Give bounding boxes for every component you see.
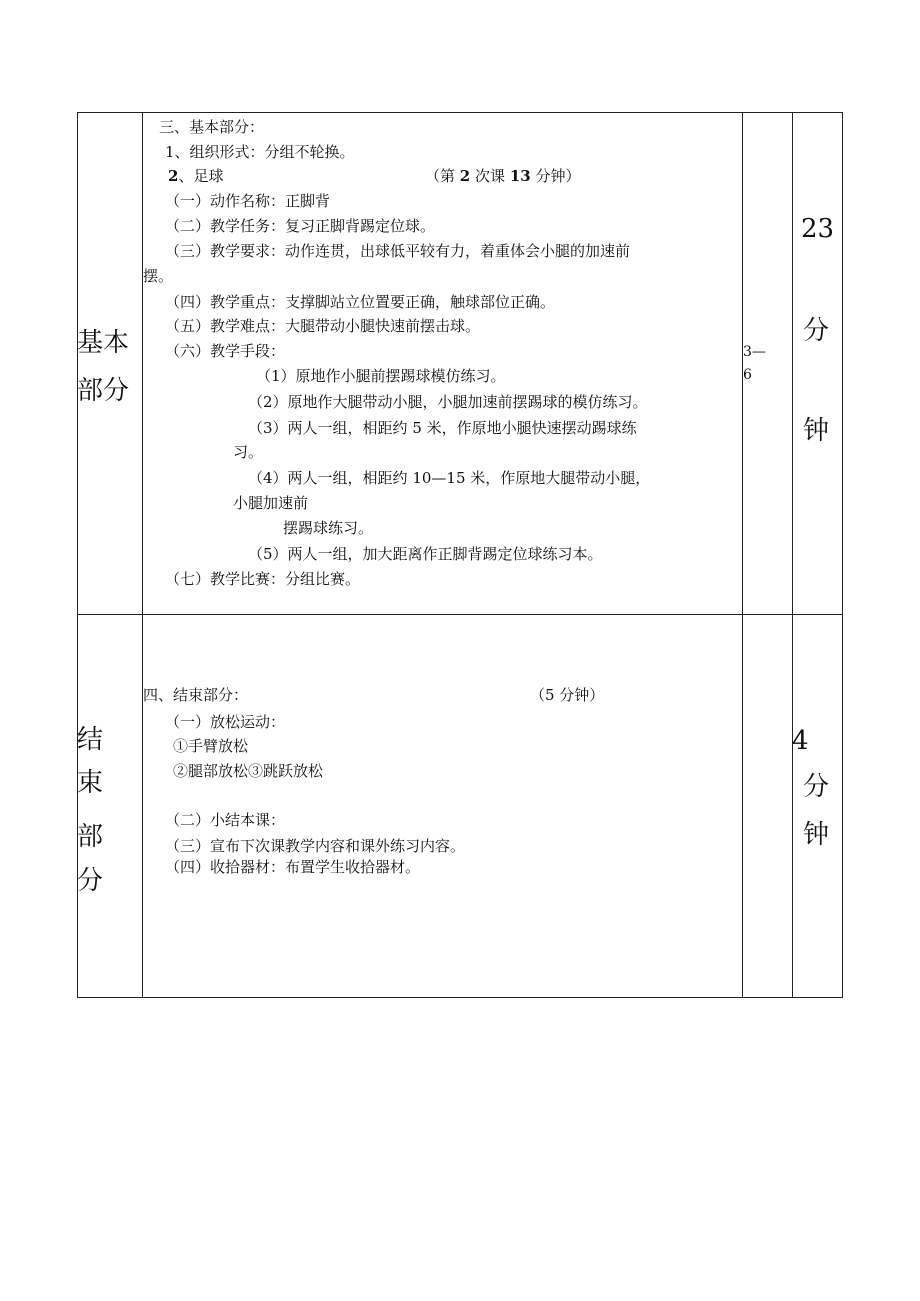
ending-time-unit-1: 分 (803, 772, 830, 802)
teaching-requirement-cont: 摆。 (143, 267, 174, 285)
teaching-key-point: （四）教学重点：支撑脚站立位置要正确，触球部位正确。 (165, 293, 556, 311)
relax-exercise: （一）放松运动： (165, 713, 286, 731)
teaching-task: （二）教学任务：复习正脚背踢定位球。 (165, 217, 436, 235)
relax-item-2: ②腿部放松③跳跃放松 (173, 762, 324, 780)
football-title (168, 167, 223, 185)
lesson-info-suffix: 分钟） (535, 167, 581, 185)
ending-duration: （5 分钟） (530, 686, 605, 704)
ending-time-unit-2: 钟 (803, 820, 830, 850)
lesson-info-prefix: （第 (425, 167, 456, 185)
column-divider (142, 113, 143, 997)
column-divider (792, 113, 793, 997)
ending-heading: 四、结束部分： (143, 686, 249, 704)
announce-next: （三）宣布下次课教学内容和课外练习内容。 (165, 837, 466, 855)
collect-equipment: （四）收拾器材：布置学生收拾器材。 (165, 858, 421, 876)
ending-section-char-1: 结 (77, 725, 104, 755)
lesson-number: 2 (459, 167, 471, 185)
means-item-4: （4）两人一组，相距约 10—15 米，作原地大腿带动小腿， (248, 469, 651, 487)
action-name: （一）动作名称：正脚背 (165, 192, 331, 210)
teaching-difficulty: （五）教学难点：大腿带动小腿快速前摆击球。 (165, 317, 481, 335)
repetition-count-cont: 6 (743, 367, 752, 383)
basic-section-label-line2: 部分 (77, 376, 130, 406)
football-label: 、足球 (178, 167, 224, 185)
basic-time-unit-1: 分 (803, 316, 830, 346)
column-divider (742, 113, 743, 997)
basic-time-unit-2: 钟 (803, 416, 830, 446)
ending-section-char-3: 部 (77, 822, 104, 852)
means-item-1: （1）原地作小腿前摆踢球模仿练习。 (256, 367, 506, 385)
means-item-5: （5）两人一组，加大距离作正脚背踢定位球练习本。 (248, 545, 603, 563)
means-item-4-cont: 小腿加速前 (233, 494, 309, 512)
lesson-info-mid: 次课 (475, 167, 506, 185)
basic-section-label-line1: 基本 (77, 328, 130, 358)
relax-item-1: ①手臂放松 (173, 737, 249, 755)
teaching-match: （七）教学比赛：分组比赛。 (165, 570, 361, 588)
ending-section-char-2: 束 (77, 768, 104, 798)
basic-time-number: 23 (801, 214, 835, 244)
organization-form: 1、组织形式：分组不轮换。 (165, 143, 355, 161)
lesson-info (425, 167, 580, 185)
means-item-3: （3）两人一组，相距约 5 米，作原地小腿快速摆动踢球练 (248, 419, 637, 437)
ending-time-number: 4 (792, 726, 809, 756)
teaching-requirement: （三）教学要求：动作连贯，出球低平较有力，着重体会小腿的加速前 (165, 242, 631, 260)
ending-section-char-4: 分 (77, 866, 104, 896)
means-item-2: （2）原地作大腿带动小腿，小腿加速前摆踢球的模仿练习。 (248, 393, 648, 411)
teaching-means: （六）教学手段： (165, 342, 286, 360)
lesson-summary: （二）小结本课： (165, 811, 286, 829)
football-number: 2 (168, 167, 179, 185)
lesson-minutes: 13 (509, 167, 531, 185)
basic-heading: 三、基本部分： (159, 118, 265, 136)
means-item-3-cont: 习。 (233, 443, 264, 461)
means-item-4-cont2: 摆踢球练习。 (283, 519, 374, 537)
repetition-count: 3— (743, 344, 766, 360)
row-divider (78, 614, 842, 615)
